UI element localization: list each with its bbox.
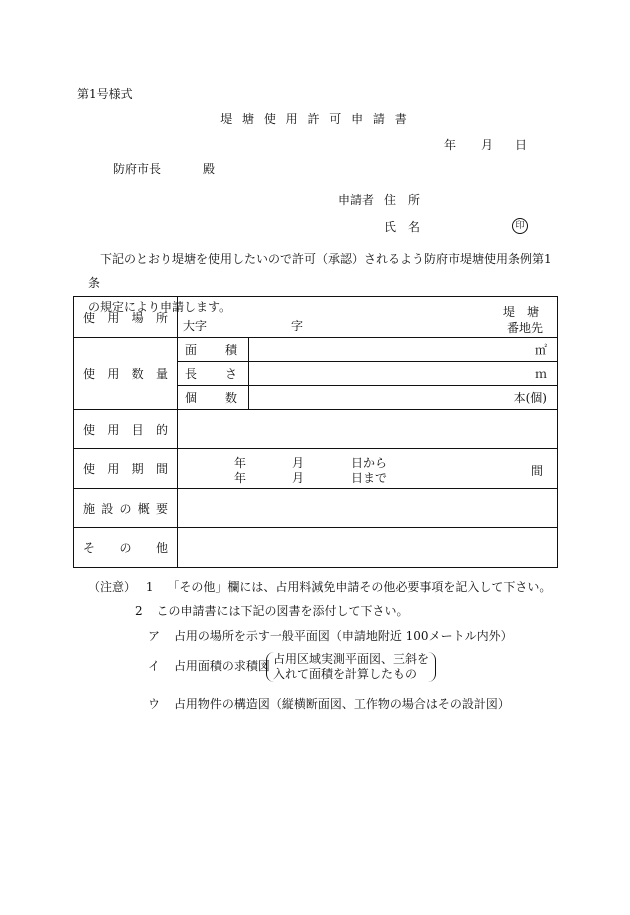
note-2-text: この申請書には下記の図書を添付して下さい。 — [156, 604, 409, 618]
period-until-month: 月 — [292, 471, 305, 485]
area-unit: ㎡ — [249, 338, 558, 362]
date-day-label: 日 — [515, 138, 528, 152]
note-2-number: 2 — [135, 604, 143, 618]
statement-line-1: 下記のとおり堤塘を使用したいので許可（承認）されるよう防府市堤塘使用条例第1条 — [88, 252, 552, 290]
sub-i-brace-line-1: 占用区域実測平面図、三斜を — [273, 652, 430, 666]
applicant-label: 申請者 — [338, 193, 375, 207]
row-other — [74, 528, 558, 568]
sub-i-brace-line-2: 入れて面積を計算したもの — [273, 667, 418, 681]
period-from-year: 年 — [234, 456, 247, 470]
length-label: 長 さ — [178, 362, 249, 386]
notes-item-2 — [135, 604, 408, 618]
period-cell — [178, 449, 558, 489]
period-until: 日まで — [351, 471, 388, 485]
note-1-number: 1 — [145, 580, 154, 594]
length-unit: ｍ — [249, 362, 558, 386]
sub-i-mark: イ — [148, 659, 161, 673]
notes-heading: （注意） — [88, 580, 137, 594]
period-until-year: 年 — [234, 471, 247, 485]
note-2-sub-u — [148, 697, 510, 711]
purpose-cell — [178, 410, 558, 449]
sub-u-mark: ウ — [148, 697, 161, 711]
period-unit: 間 — [530, 464, 543, 478]
area-label: 面 積 — [178, 338, 249, 362]
place-label: 使 用 場 所 — [74, 297, 178, 338]
honorific: 殿 — [203, 162, 216, 176]
period-label: 使 用 期 間 — [74, 449, 178, 489]
row-period — [74, 449, 558, 489]
note-2-sub-i — [148, 659, 270, 673]
place-tetou: 堤 塘 — [502, 305, 539, 319]
note-2-sub-a — [148, 629, 513, 643]
facility-label: 施 設 の 概 要 — [74, 489, 178, 528]
document-title: 堤 塘 使 用 許 可 申 請 書 — [220, 112, 410, 126]
address-label: 住 所 — [384, 193, 421, 207]
other-label: そ の 他 — [74, 528, 178, 568]
note-1-text: 「その他」欄には、占用料減免申請その他必要事項を記入して下さい。 — [167, 580, 552, 594]
purpose-label: 使 用 目 的 — [74, 410, 178, 449]
place-oaza: 大字 — [183, 319, 208, 333]
application-table — [73, 296, 558, 568]
date-year-label: 年 — [444, 138, 457, 152]
row-place — [74, 297, 558, 338]
sub-a-mark: ア — [148, 629, 161, 643]
sub-a-text: 占用の場所を示す一般平面図（申請地附近 100メートル内外） — [173, 629, 513, 643]
statement-line-2: の規定により申請します。 — [88, 300, 232, 314]
period-from: 日から — [351, 456, 388, 470]
seal-mark: 印 — [512, 218, 528, 234]
date-month-label: 月 — [481, 138, 494, 152]
sub-i-brace-note — [266, 652, 436, 682]
quantity-label: 使 用 数 量 — [74, 338, 178, 410]
count-unit: 本(個) — [249, 386, 558, 410]
place-aza: 字 — [291, 319, 304, 333]
sub-u-text: 占用物件の構造図（縦横断面図、工作物の場合はその設計図） — [173, 697, 510, 711]
row-facility — [74, 489, 558, 528]
name-label: 氏 名 — [384, 220, 421, 234]
period-from-month: 月 — [292, 456, 305, 470]
count-label: 個 数 — [178, 386, 249, 410]
addressee — [113, 162, 215, 176]
addressee-name: 防府市長 — [113, 162, 162, 176]
other-cell — [178, 528, 558, 568]
row-purpose — [74, 410, 558, 449]
place-banchi: 番地先 — [506, 321, 543, 335]
notes-item-1 — [88, 580, 551, 594]
place-cell — [178, 297, 558, 338]
sub-i-text: 占用面積の求積図 — [173, 659, 270, 673]
row-area — [74, 338, 558, 362]
facility-cell — [178, 489, 558, 528]
form-number: 第1号様式 — [77, 87, 133, 101]
